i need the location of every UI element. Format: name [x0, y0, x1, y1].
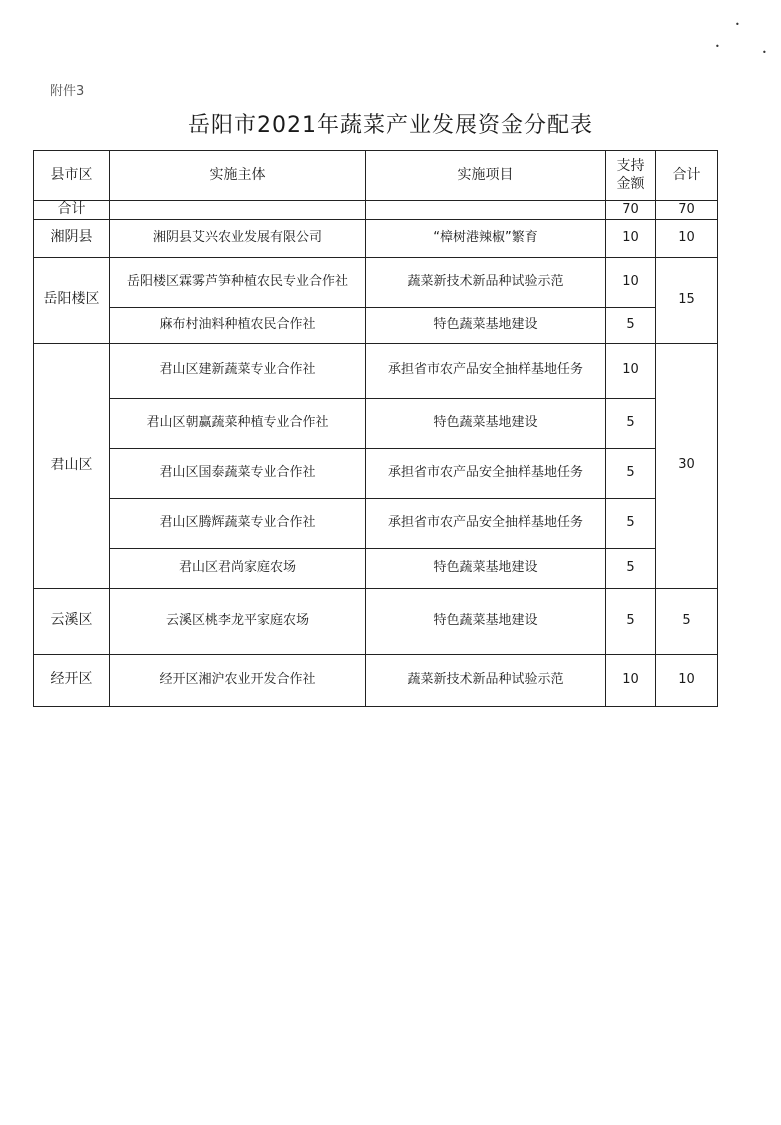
total-label: 合计: [34, 201, 110, 220]
table-row: [34, 498, 718, 548]
amount-cell: 5: [606, 588, 656, 654]
project-cell: 特色蔬菜基地建设: [366, 548, 606, 588]
project-cell: 承担省市农产品安全抽样基地任务: [366, 448, 606, 498]
subtotal-cell: 10: [656, 654, 718, 706]
table-row: [34, 219, 718, 257]
county-cell: 经开区: [34, 654, 110, 706]
header-project: 实施项目: [366, 151, 606, 201]
project-cell: 承担省市农产品安全抽样基地任务: [366, 498, 606, 548]
table-row: [34, 307, 718, 343]
entity-cell: 经开区湘沪农业开发合作社: [110, 654, 366, 706]
subtotal-cell: 15: [656, 257, 718, 343]
table-row: [34, 257, 718, 307]
entity-cell: 君山区建新蔬菜专业合作社: [110, 343, 366, 398]
amount-cell: 10: [606, 219, 656, 257]
amount-cell: 10: [606, 343, 656, 398]
subtotal-cell: 10: [656, 219, 718, 257]
table-row: [34, 548, 718, 588]
allocation-table: [33, 150, 718, 707]
table-row: [34, 654, 718, 706]
attachment-label: 附件3: [50, 84, 85, 99]
project-cell: 承担省市农产品安全抽样基地任务: [366, 343, 606, 398]
amount-cell: 5: [606, 548, 656, 588]
amount-cell: 5: [606, 498, 656, 548]
header-row: [34, 151, 718, 201]
project-cell: 特色蔬菜基地建设: [366, 588, 606, 654]
scan-speck: •: [735, 20, 740, 29]
table-row: [34, 588, 718, 654]
table-row: [34, 398, 718, 448]
page-title: 岳阳市2021年蔬菜产业发展资金分配表: [188, 113, 593, 138]
entity-cell: 麻布村油料种植农民合作社: [110, 307, 366, 343]
table-row: [34, 343, 718, 398]
project-cell: 特色蔬菜基地建设: [366, 398, 606, 448]
entity-cell: 君山区君尚家庭农场: [110, 548, 366, 588]
total-entity-empty: [110, 201, 366, 220]
amount-cell: 5: [606, 448, 656, 498]
county-cell: 云溪区: [34, 588, 110, 654]
project-cell: “樟树港辣椒”繁育: [366, 219, 606, 257]
scan-speck: •: [715, 42, 720, 51]
header-subtotal: 合计: [656, 151, 718, 201]
subtotal-cell: 5: [656, 588, 718, 654]
entity-cell: 云溪区桃李龙平家庭农场: [110, 588, 366, 654]
project-cell: 蔬菜新技术新品种试验示范: [366, 654, 606, 706]
subtotal-cell: 30: [656, 343, 718, 588]
entity-cell: 湘阴县艾兴农业发展有限公司: [110, 219, 366, 257]
header-entity: 实施主体: [110, 151, 366, 201]
total-project-empty: [366, 201, 606, 220]
amount-cell: 5: [606, 398, 656, 448]
amount-cell: 5: [606, 307, 656, 343]
header-county: 县市区: [34, 151, 110, 201]
total-row: [34, 201, 718, 220]
project-cell: 蔬菜新技术新品种试验示范: [366, 257, 606, 307]
entity-cell: 岳阳楼区霖雾芦笋种植农民专业合作社: [110, 257, 366, 307]
entity-cell: 君山区腾辉蔬菜专业合作社: [110, 498, 366, 548]
total-subtotal: 70: [656, 201, 718, 220]
scan-speck: •: [762, 48, 767, 57]
county-cell: 湘阴县: [34, 219, 110, 257]
amount-cell: 10: [606, 257, 656, 307]
header-amount: 支持金额: [606, 151, 656, 201]
county-cell: 岳阳楼区: [34, 257, 110, 343]
amount-cell: 10: [606, 654, 656, 706]
project-cell: 特色蔬菜基地建设: [366, 307, 606, 343]
total-amount: 70: [606, 201, 656, 220]
county-cell: 君山区: [34, 343, 110, 588]
entity-cell: 君山区国泰蔬菜专业合作社: [110, 448, 366, 498]
table-row: [34, 448, 718, 498]
entity-cell: 君山区朝赢蔬菜种植专业合作社: [110, 398, 366, 448]
